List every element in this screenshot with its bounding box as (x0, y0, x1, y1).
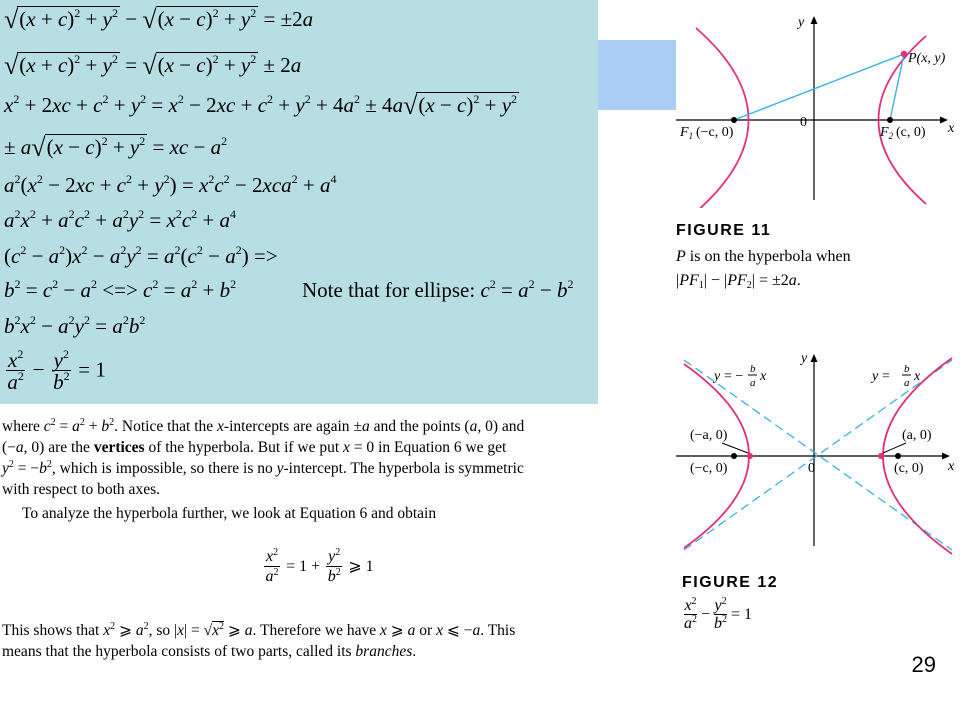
focus-F2-dot (887, 117, 893, 123)
derivation-line-1: $√(x + c)^2 + y^2 - √(x - c)^2 + y^2 = \pm 2a$ (4, 5, 314, 34)
point-P-dot (901, 51, 907, 57)
x-axis-label: x (948, 459, 955, 474)
paragraph-line: (−a, 0) are the vertices of the hyperbola. But if we put x = 0 in Equation 6 we get (2, 439, 507, 456)
svg-text:a: a (750, 377, 756, 389)
derivation-line-4: ± $a√(x - c)^2 + y^2$ = xc − $a^2$ (4, 133, 228, 162)
pointer-neg-a (722, 443, 748, 453)
svg-text:x: x (760, 369, 767, 384)
label-pos-a: (a, 0) (902, 428, 932, 443)
derivation-line-2: $√(x + c)^2 + y^2 = √(x - c)^2 + y^2 \pm 2a$ (4, 51, 302, 80)
focus-F2-label: (c, 0) (896, 125, 926, 140)
text-run: means that the hyperbola consists of two parts, called its (2, 643, 356, 660)
asymptote-label-positive (870, 363, 921, 389)
text-run: , which is impossible, so there is no (51, 460, 277, 477)
label-neg-a: (−a, 0) (690, 428, 728, 443)
origin-label: 0 (808, 461, 815, 476)
term-vertices: vertices (93, 439, 145, 456)
text-run: . This (480, 622, 516, 639)
svg-text:b: b (904, 363, 910, 375)
ellipse-note-label: Note that for ellipse: (302, 278, 476, 302)
ellipse-note: Note that for ellipse: $c^2 = a^2 - b^2$ (302, 277, 574, 302)
text-run: of the hyperbola. But if we put (144, 439, 344, 456)
paragraph-line: This shows that $x^2$ ⩾ $a^2$, so $|x| = √x^2$ ⩾ a. Therefore we have x ⩾ a or x ⩽ −a. This (2, 621, 516, 639)
text-run: and (498, 418, 525, 435)
paragraph-line: where $c^2 = a^2 + b^2$. Notice that the x-intercepts are again ±a and the points (a, 0) and (2, 417, 525, 435)
focus-left-dot (731, 453, 737, 459)
equation-display: $\frac{x^2}{a^2}$ = 1 + $\frac{y^2}{b^2}$ ⩾ 1 (265, 547, 374, 585)
svg-text:a: a (904, 377, 910, 389)
focus-F1-symbol: $F_1$ (680, 125, 694, 141)
figure-11-diagram (676, 8, 960, 208)
vertex-right-dot (878, 453, 884, 459)
text-run: -intercepts are again (223, 418, 354, 435)
paragraph-line: To analyze the hyperbola further, we look at Equation 6 and obtain (22, 505, 437, 522)
text-run: This shows that (2, 622, 104, 639)
text-run: where (2, 418, 44, 435)
text-run: . Notice that the (114, 418, 218, 435)
focus-F1-dot (731, 117, 737, 123)
figure-12-diagram (676, 346, 960, 556)
pointer-pos-a (883, 443, 906, 453)
svg-text:y: y (714, 369, 721, 384)
decorative-blue-block (598, 40, 676, 110)
derivation-line-5: $a^2(x^2 - 2xc + c^2 + y^2) = x^2c^2 - 2xca^2 + a^4$ (4, 172, 337, 197)
figure-12-caption: $\frac{x^2}{a^2}$ − $\frac{y^2}{b^2}$ = 1 (684, 596, 753, 632)
focus-F1-label: (−c, 0) (696, 125, 734, 140)
svg-text:b: b (750, 363, 756, 375)
y-axis-arrow (811, 16, 818, 24)
figure-11-caption-line-1: P is on the hyperbola when (676, 248, 851, 265)
derivation-line-6: $a^2x^2 + a^2c^2 + a^2y^2 = x^2c^2 + a^4$ (4, 207, 237, 232)
paragraph-line: $y^2 = -b^2$, which is impossible, so there is no y-intercept. The hyperbola is symmetric (2, 459, 524, 477)
x-axis-label: x (948, 121, 955, 136)
y-axis-label: y (798, 15, 805, 30)
text-run: in Equation 6 we get (374, 439, 507, 456)
origin-label: 0 (800, 115, 807, 130)
segment-PF2 (890, 54, 904, 120)
text-run: . (412, 643, 417, 660)
text-run: are the (44, 439, 94, 456)
derivation-panel (0, 0, 598, 404)
derivation-line-10: $\frac{x^2}{a^2}$ − $\frac{y^2}{b^2}$ = 1 (7, 347, 106, 394)
text-run: and the points (369, 418, 465, 435)
figure-12-title: FIGURE 12 (682, 574, 779, 591)
derivation-line-3: $x^2 + 2xc + c^2 + y^2 = x^2 - 2xc + c^2 + y^2 + 4a^2 \pm 4a√(x - c)^2 + y^2$ (4, 91, 518, 120)
svg-text:=: = (882, 369, 890, 384)
derivation-line-9: $b^2x^2 - a^2y^2 = a^2b^2$ (4, 313, 146, 338)
slide-number: 29 (911, 652, 936, 677)
derivation-line-7: $(c^2 - a^2)x^2 - a^2y^2 = a^2(c^2 - a^2)$ => (4, 243, 278, 268)
text-run: or (415, 622, 437, 639)
figure-11-caption-line-2: $|PF_1| - |PF_2| = \pm 2a$. (676, 272, 801, 291)
svg-text:x: x (914, 369, 921, 384)
paragraph-line (2, 641, 678, 662)
point-P-label: P(x, y) (908, 51, 946, 66)
label-neg-c: (−c, 0) (690, 461, 728, 476)
y-axis-label: y (801, 351, 808, 366)
focus-F2-symbol: $F_2$ (880, 125, 894, 141)
text-run: , so (148, 622, 174, 639)
svg-text:= −: = − (724, 369, 744, 384)
text-run: -intercept. The hyperbola is symmetric (283, 460, 524, 477)
figure-11-title: FIGURE 11 (676, 222, 772, 239)
svg-text:y: y (872, 369, 879, 384)
caption-text: is on the hyperbola when (689, 248, 851, 265)
focus-right-dot (895, 453, 901, 459)
y-axis-arrow (811, 354, 818, 362)
text-run: . Therefore we have (252, 622, 381, 639)
label-pos-c: (c, 0) (894, 461, 924, 476)
paragraph-line: with respect to both axes. (2, 481, 160, 498)
term-branches: branches (355, 643, 413, 660)
derivation-line-8: $b^2 = c^2 - a^2$ <=> $c^2 = a^2 + b^2$ (4, 277, 237, 302)
vertex-left-dot (747, 453, 753, 459)
x-axis-arrow (940, 117, 948, 124)
